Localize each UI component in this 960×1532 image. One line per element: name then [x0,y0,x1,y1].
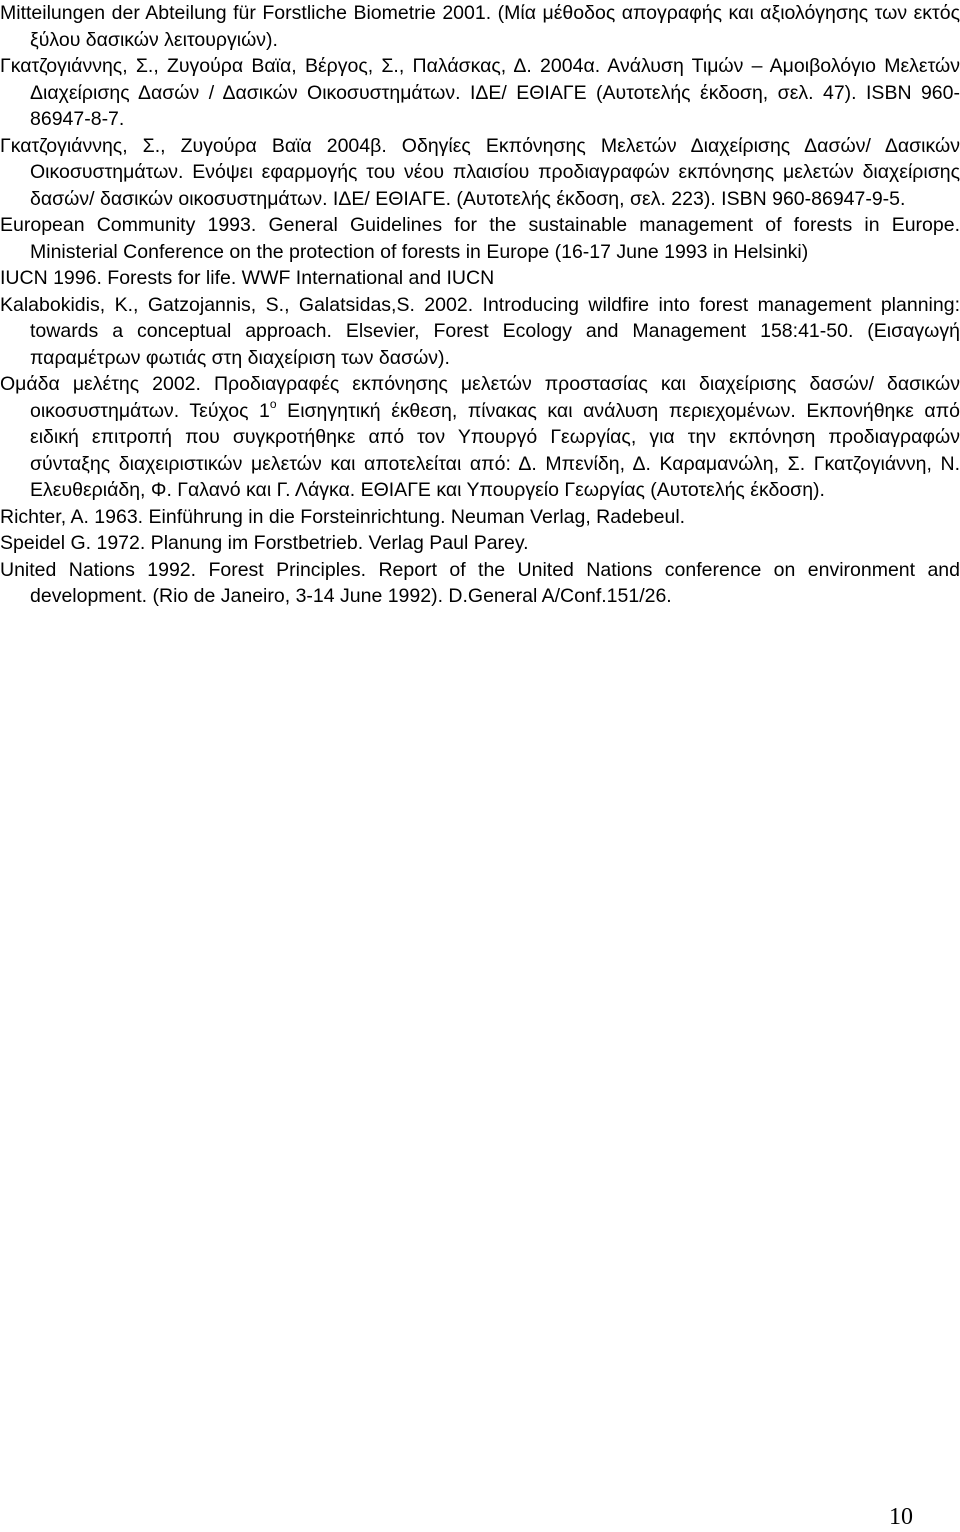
reference-text: United Nations 1992. Forest Principles. Report of the United Nations conference on environment and development. (Rio de Janeiro, 3-14 June 1992). D.General A/Conf.151/26. [0,558,960,607]
reference-entry [0,265,960,292]
reference-entry [0,133,960,213]
reference-entry [0,504,960,531]
reference-text: European Community 1993. General Guidelines for the sustainable management of forests in Europe. Ministerial Conference on the protection of forests in Europe (16-17 June 1993 in Helsinki) [0,214,960,263]
reference-entry [0,371,960,504]
reference-text: Γκατζογιάννης, Σ., Ζυγούρα Βαϊα 2004β. Οδηγίες Εκπόνησης Μελετών Διαχείρισης Δασών/ Δασικών Οικοσυστημάτων. Ενόψει εφαρμογής του νέου πλαισίου προδιαγραφών εκπόνησης μελετών διαχείρισης δασών/ δασικών οικοσυστημάτων. ΙΔΕ/ ΕΘΙΑΓΕ. (Αυτοτελής έκδοση, σελ. 223). ISBN 960-86947-9-5. [0,134,960,210]
page-number: 10 [889,1504,913,1530]
reference-text: Kalabokidis, K., Gatzojannis, S., Galatsidas,S. 2002. Introducing wildfire into forest management planning: towards a conceptual approach. Elsevier, Forest Ecology and Management 158:41-50. (Εισαγωγή παραμέτρων φωτιάς στη διαχείριση των δασών). [0,293,960,369]
reference-text: Mitteilungen der Abteilung für Forstliche Biometrie 2001. (Μία μέθοδος απογραφής και αξιολόγησης των εκτός ξύλου δασικών λειτουργιών). [0,2,960,51]
superscript-ordinal: ο [269,396,277,411]
reference-entry [0,212,960,265]
reference-entry [0,530,960,557]
reference-text: Ομάδα μελέτης 2002. Προδιαγραφές εκπόνησης μελετών προστασίας και διαχείρισης δασών/ δασικών οικοσυστημάτων. Τεύχος 1 [0,373,960,422]
reference-text: Γκατζογιάννης, Σ., Ζυγούρα Βαϊα, Βέργος, Σ., Παλάσκας, Δ. 2004α. Ανάλυση Τιμών – Αμοιβολόγιο Μελετών Διαχείρισης Δασών / Δασικών Οικοσυστημάτων. ΙΔΕ/ ΕΘΙΑΓΕ (Αυτοτελής έκδοση, σελ. 47). ISBN 960-86947-8-7. [0,55,960,130]
reference-text-continued: Εισηγητική έκθεση, πίνακας και ανάλυση περιεχομένων. Εκπονήθηκε από ειδική επιτροπή που συγκροτήθηκε από τον Υπουργό Γεωργίας, για την εκπόνηση προδιαγραφών σύνταξης διαχειριστικών μελετών και αποτελείται από: Δ. Μπενίδη, Δ. Καραμανώλη, Σ. Γκατζογιάννη, Ν. Ελευθεριάδη, Φ. Γαλανό και Γ. Λάγκα. ΕΘΙΑΓΕ και Υπουργείο Γεωργίας (Αυτοτελής έκδοση). [30,399,960,501]
reference-list [0,0,960,610]
reference-entry [0,557,960,610]
reference-entry [0,0,960,53]
reference-text: Richter, A. 1963. Einführung in die Forsteinrichtung. Neuman Verlag, Radebeul. [0,505,686,528]
reference-entry [0,292,960,372]
reference-text: IUCN 1996. Forests for life. WWF International and IUCN [0,267,495,289]
reference-text: Speidel G. 1972. Planung im Forstbetrieb. Verlag Paul Parey. [0,532,529,554]
reference-entry [0,53,960,133]
